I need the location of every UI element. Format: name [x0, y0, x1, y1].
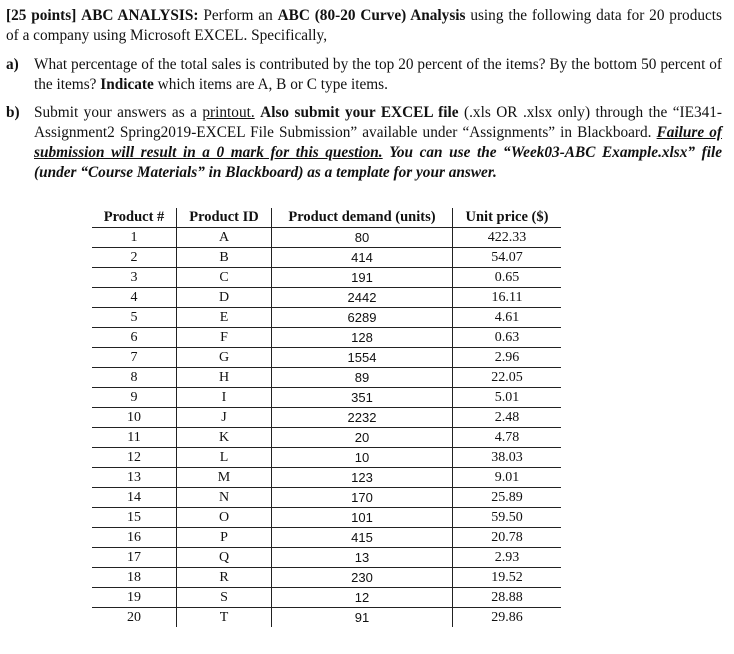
- cell-unit-price: 38.03: [453, 448, 562, 468]
- table-row: [92, 588, 561, 608]
- cell-product-id: S: [177, 588, 272, 608]
- cell-product-number: 7: [92, 348, 177, 368]
- cell-product-id: O: [177, 508, 272, 528]
- header-unit-price: Unit price ($): [453, 208, 562, 228]
- cell-product-demand: 20: [272, 428, 453, 448]
- table-row: [92, 248, 561, 268]
- intro-text-2: using the following data for 20 products of a company using Microsoft EXCEL. Specifically,: [6, 7, 722, 44]
- cell-product-demand: 414: [272, 248, 453, 268]
- cell-product-number: 14: [92, 488, 177, 508]
- table-row: [92, 548, 561, 568]
- cell-product-number: 10: [92, 408, 177, 428]
- table-row: [92, 328, 561, 348]
- cell-product-demand: 89: [272, 368, 453, 388]
- question-title: ABC ANALYSIS:: [81, 7, 199, 24]
- cell-product-demand: 351: [272, 388, 453, 408]
- cell-unit-price: 5.01: [453, 388, 562, 408]
- cell-product-number: 4: [92, 288, 177, 308]
- cell-product-number: 9: [92, 388, 177, 408]
- cell-product-id: R: [177, 568, 272, 588]
- item-b-text-2: (.xls OR .xlsx only) through the “IE341-Assignment2 Spring2019-EXCEL File Submission” available under “Assignments” in Blackboard.: [34, 104, 722, 141]
- table-row: [92, 288, 561, 308]
- cell-unit-price: 28.88: [453, 588, 562, 608]
- cell-product-id: F: [177, 328, 272, 348]
- cell-product-demand: 1554: [272, 348, 453, 368]
- table-row: [92, 508, 561, 528]
- item-a-bold: Indicate: [100, 76, 154, 93]
- cell-product-demand: 12: [272, 588, 453, 608]
- item-b-printout: printout.: [202, 104, 255, 121]
- cell-product-demand: 101: [272, 508, 453, 528]
- item-b-bold: Also submit your EXCEL file: [260, 104, 459, 121]
- cell-unit-price: 19.52: [453, 568, 562, 588]
- method-name: ABC (80-20 Curve) Analysis: [277, 7, 466, 24]
- item-a: [6, 55, 722, 95]
- cell-unit-price: 25.89: [453, 488, 562, 508]
- cell-product-demand: 230: [272, 568, 453, 588]
- cell-unit-price: 59.50: [453, 508, 562, 528]
- table-row: [92, 468, 561, 488]
- cell-unit-price: 2.93: [453, 548, 562, 568]
- cell-product-demand: 91: [272, 608, 453, 628]
- cell-product-id: P: [177, 528, 272, 548]
- header-product-id: Product ID: [177, 208, 272, 228]
- cell-product-id: A: [177, 228, 272, 248]
- table-row: [92, 228, 561, 248]
- cell-product-number: 1: [92, 228, 177, 248]
- cell-product-demand: 6289: [272, 308, 453, 328]
- cell-unit-price: 54.07: [453, 248, 562, 268]
- cell-product-id: Q: [177, 548, 272, 568]
- cell-product-id: L: [177, 448, 272, 468]
- table-header-row: [92, 208, 561, 228]
- item-a-text-2: which items are A, B or C type items.: [157, 76, 388, 93]
- cell-unit-price: 4.78: [453, 428, 562, 448]
- cell-product-id: H: [177, 368, 272, 388]
- table-row: [92, 488, 561, 508]
- product-data-table: [92, 208, 561, 627]
- cell-unit-price: 22.05: [453, 368, 562, 388]
- cell-unit-price: 422.33: [453, 228, 562, 248]
- table-row: [92, 568, 561, 588]
- cell-product-demand: 10: [272, 448, 453, 468]
- cell-product-demand: 128: [272, 328, 453, 348]
- table-row: [92, 268, 561, 288]
- item-a-text-1: What percentage of the total sales is contributed by the top 20 percent of the items? By the bottom 50 percent of the items?: [34, 56, 722, 93]
- cell-unit-price: 9.01: [453, 468, 562, 488]
- item-b-text-1: Submit your answers as a: [34, 104, 197, 121]
- cell-product-number: 12: [92, 448, 177, 468]
- cell-unit-price: 2.48: [453, 408, 562, 428]
- cell-product-number: 20: [127, 609, 141, 625]
- table-row: [92, 388, 561, 408]
- cell-product-id: D: [177, 288, 272, 308]
- cell-product-number: 11: [92, 428, 177, 448]
- cell-product-demand: 80: [272, 228, 453, 248]
- header-product-demand: Product demand (units): [272, 208, 453, 228]
- cell-product-id: E: [177, 308, 272, 328]
- table-row: [92, 428, 561, 448]
- cell-product-demand: 123: [272, 468, 453, 488]
- cell-product-number: 2: [92, 248, 177, 268]
- cell-product-id: M: [177, 468, 272, 488]
- cell-product-id: K: [177, 428, 272, 448]
- cell-product-number: 6: [92, 328, 177, 348]
- intro-text-1: Perform an: [203, 7, 273, 24]
- cell-product-demand: 13: [272, 548, 453, 568]
- cell-product-number: 3: [92, 268, 177, 288]
- cell-unit-price: 0.63: [453, 328, 562, 348]
- cell-product-demand: 170: [272, 488, 453, 508]
- cell-product-id: J: [177, 408, 272, 428]
- item-b: [6, 103, 722, 183]
- cell-product-number: 8: [92, 368, 177, 388]
- cell-product-demand: 2442: [272, 288, 453, 308]
- cell-product-id: I: [177, 388, 272, 408]
- header-product-number: Product #: [92, 208, 177, 228]
- cell-product-demand: 415: [272, 528, 453, 548]
- cell-unit-price: 4.61: [453, 308, 562, 328]
- cell-product-demand: 191: [272, 268, 453, 288]
- cell-unit-price: 20.78: [453, 528, 562, 548]
- cell-product-number: 17: [92, 548, 177, 568]
- item-b-warning: Failure of submission will result in a 0 mark for this question.: [34, 124, 723, 161]
- cell-product-id: C: [177, 268, 272, 288]
- table-row: [92, 408, 561, 428]
- item-b-label: b): [6, 104, 20, 121]
- cell-product-id: B: [177, 248, 272, 268]
- cell-product-id: N: [177, 488, 272, 508]
- question-intro: [6, 6, 722, 46]
- table-row: [92, 348, 561, 368]
- cell-unit-price: 0.65: [453, 268, 562, 288]
- table-row: [92, 608, 561, 628]
- table-row: [92, 448, 561, 468]
- cell-product-number: 13: [92, 468, 177, 488]
- cell-unit-price: 29.86: [453, 608, 562, 628]
- cell-product-number: 15: [92, 508, 177, 528]
- cell-product-number: 19: [92, 588, 177, 608]
- cell-product-id: G: [177, 348, 272, 368]
- points-label: [25 points]: [6, 7, 77, 24]
- cell-unit-price: 16.11: [453, 288, 562, 308]
- item-b-italic: You can use the “Week03-ABC Example.xlsx” file (under “Course Materials” in Blackboard) as a template for your answer.: [34, 144, 722, 181]
- table-row: [92, 368, 561, 388]
- cell-product-number: 5: [92, 308, 177, 328]
- cell-unit-price: 2.96: [453, 348, 562, 368]
- table-row: [92, 528, 561, 548]
- item-a-label: a): [6, 56, 19, 73]
- cell-product-number: 18: [92, 568, 177, 588]
- cell-product-demand: 2232: [272, 408, 453, 428]
- cell-product-id: T: [177, 608, 272, 628]
- table-row: [92, 308, 561, 328]
- cell-product-number: 16: [92, 528, 177, 548]
